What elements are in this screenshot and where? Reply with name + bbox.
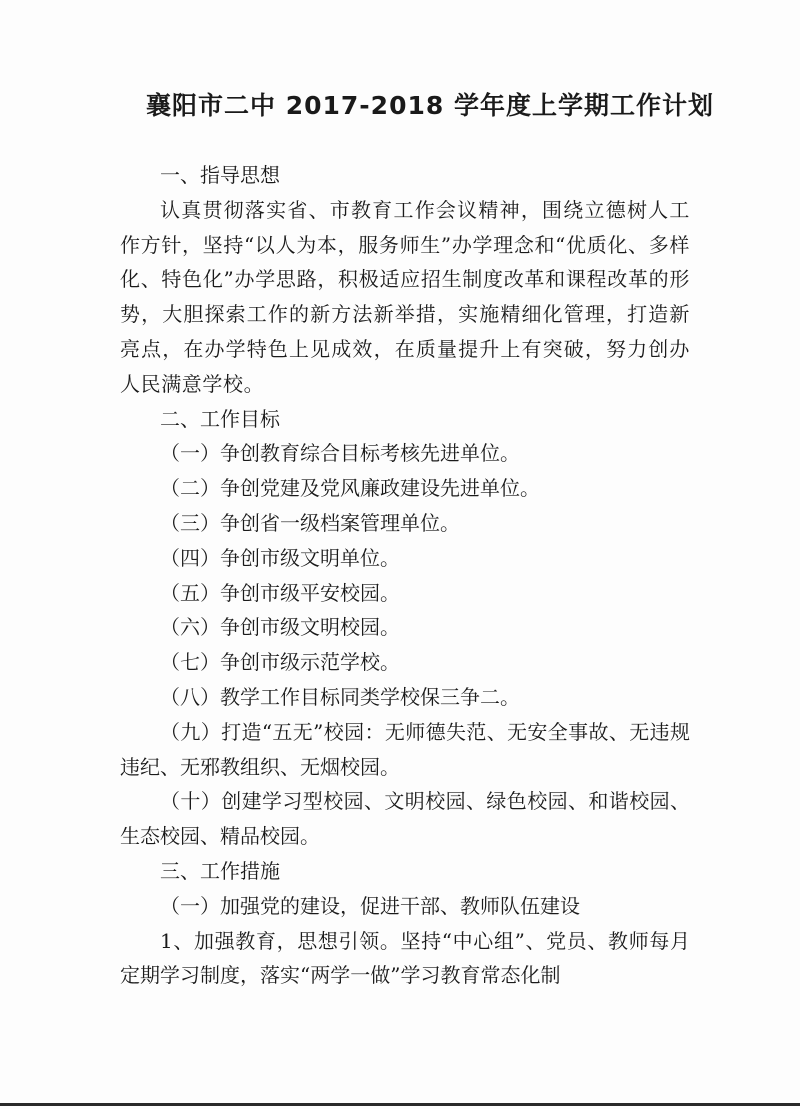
goal-item: （二）争创党建及党风廉政建设先进单位。 xyxy=(160,476,540,501)
document-title: 襄阳市二中 2017-2018 学年度上学期工作计划 xyxy=(146,91,714,120)
measure-subheading: （一）加强党的建设，促进干部、教师队伍建设 xyxy=(160,893,580,918)
section-heading-guiding-thought: 一、指导思想 xyxy=(160,163,280,187)
goal-item: （十）创建学习型校园、文明校园、绿色校园、和谐校园、生态校园、精品校园。 xyxy=(120,789,690,849)
goal-item: （九）打造“五无”校园：无师德失范、无安全事故、无违规违纪、无邪教组织、无烟校园。 xyxy=(120,719,690,779)
goal-item: （一）争创教育综合目标考核先进单位。 xyxy=(160,441,520,466)
goal-item: （四）争创市级文明单位。 xyxy=(160,545,400,570)
document-body xyxy=(120,158,690,993)
goal-item: （八）教学工作目标同类学校保三争二。 xyxy=(160,684,520,709)
guiding-thought-paragraph: 认真贯彻落实省、市教育工作会议精神，围绕立德树人工作方针，坚持“以人为本，服务师生”办学理念和“优质化、多样化、特色化”办学思路，积极适应招生制度改革和课程改革的形势，大胆探索工作的新方法新举措，实施精细化管理，打造新亮点，在办学特色上见成效，在质量提升上有突破，努力创办人民满意学校。 xyxy=(120,197,690,396)
goal-item: （七）争创市级示范学校。 xyxy=(160,650,400,675)
goal-item: （五）争创市级平安校园。 xyxy=(160,580,400,605)
section-heading-work-measures: 三、工作措施 xyxy=(160,858,280,883)
goal-item: （六）争创市级文明校园。 xyxy=(160,615,400,640)
goal-item: （三）争创省一级档案管理单位。 xyxy=(160,510,460,535)
scan-bottom-edge xyxy=(0,1103,800,1106)
section-heading-work-goals: 二、工作目标 xyxy=(160,406,280,431)
measure-paragraph: 1、加强教育，思想引领。坚持“中心组”、党员、教师每月定期学习制度，落实“两学一做”学习教育常态化制 xyxy=(120,928,690,988)
